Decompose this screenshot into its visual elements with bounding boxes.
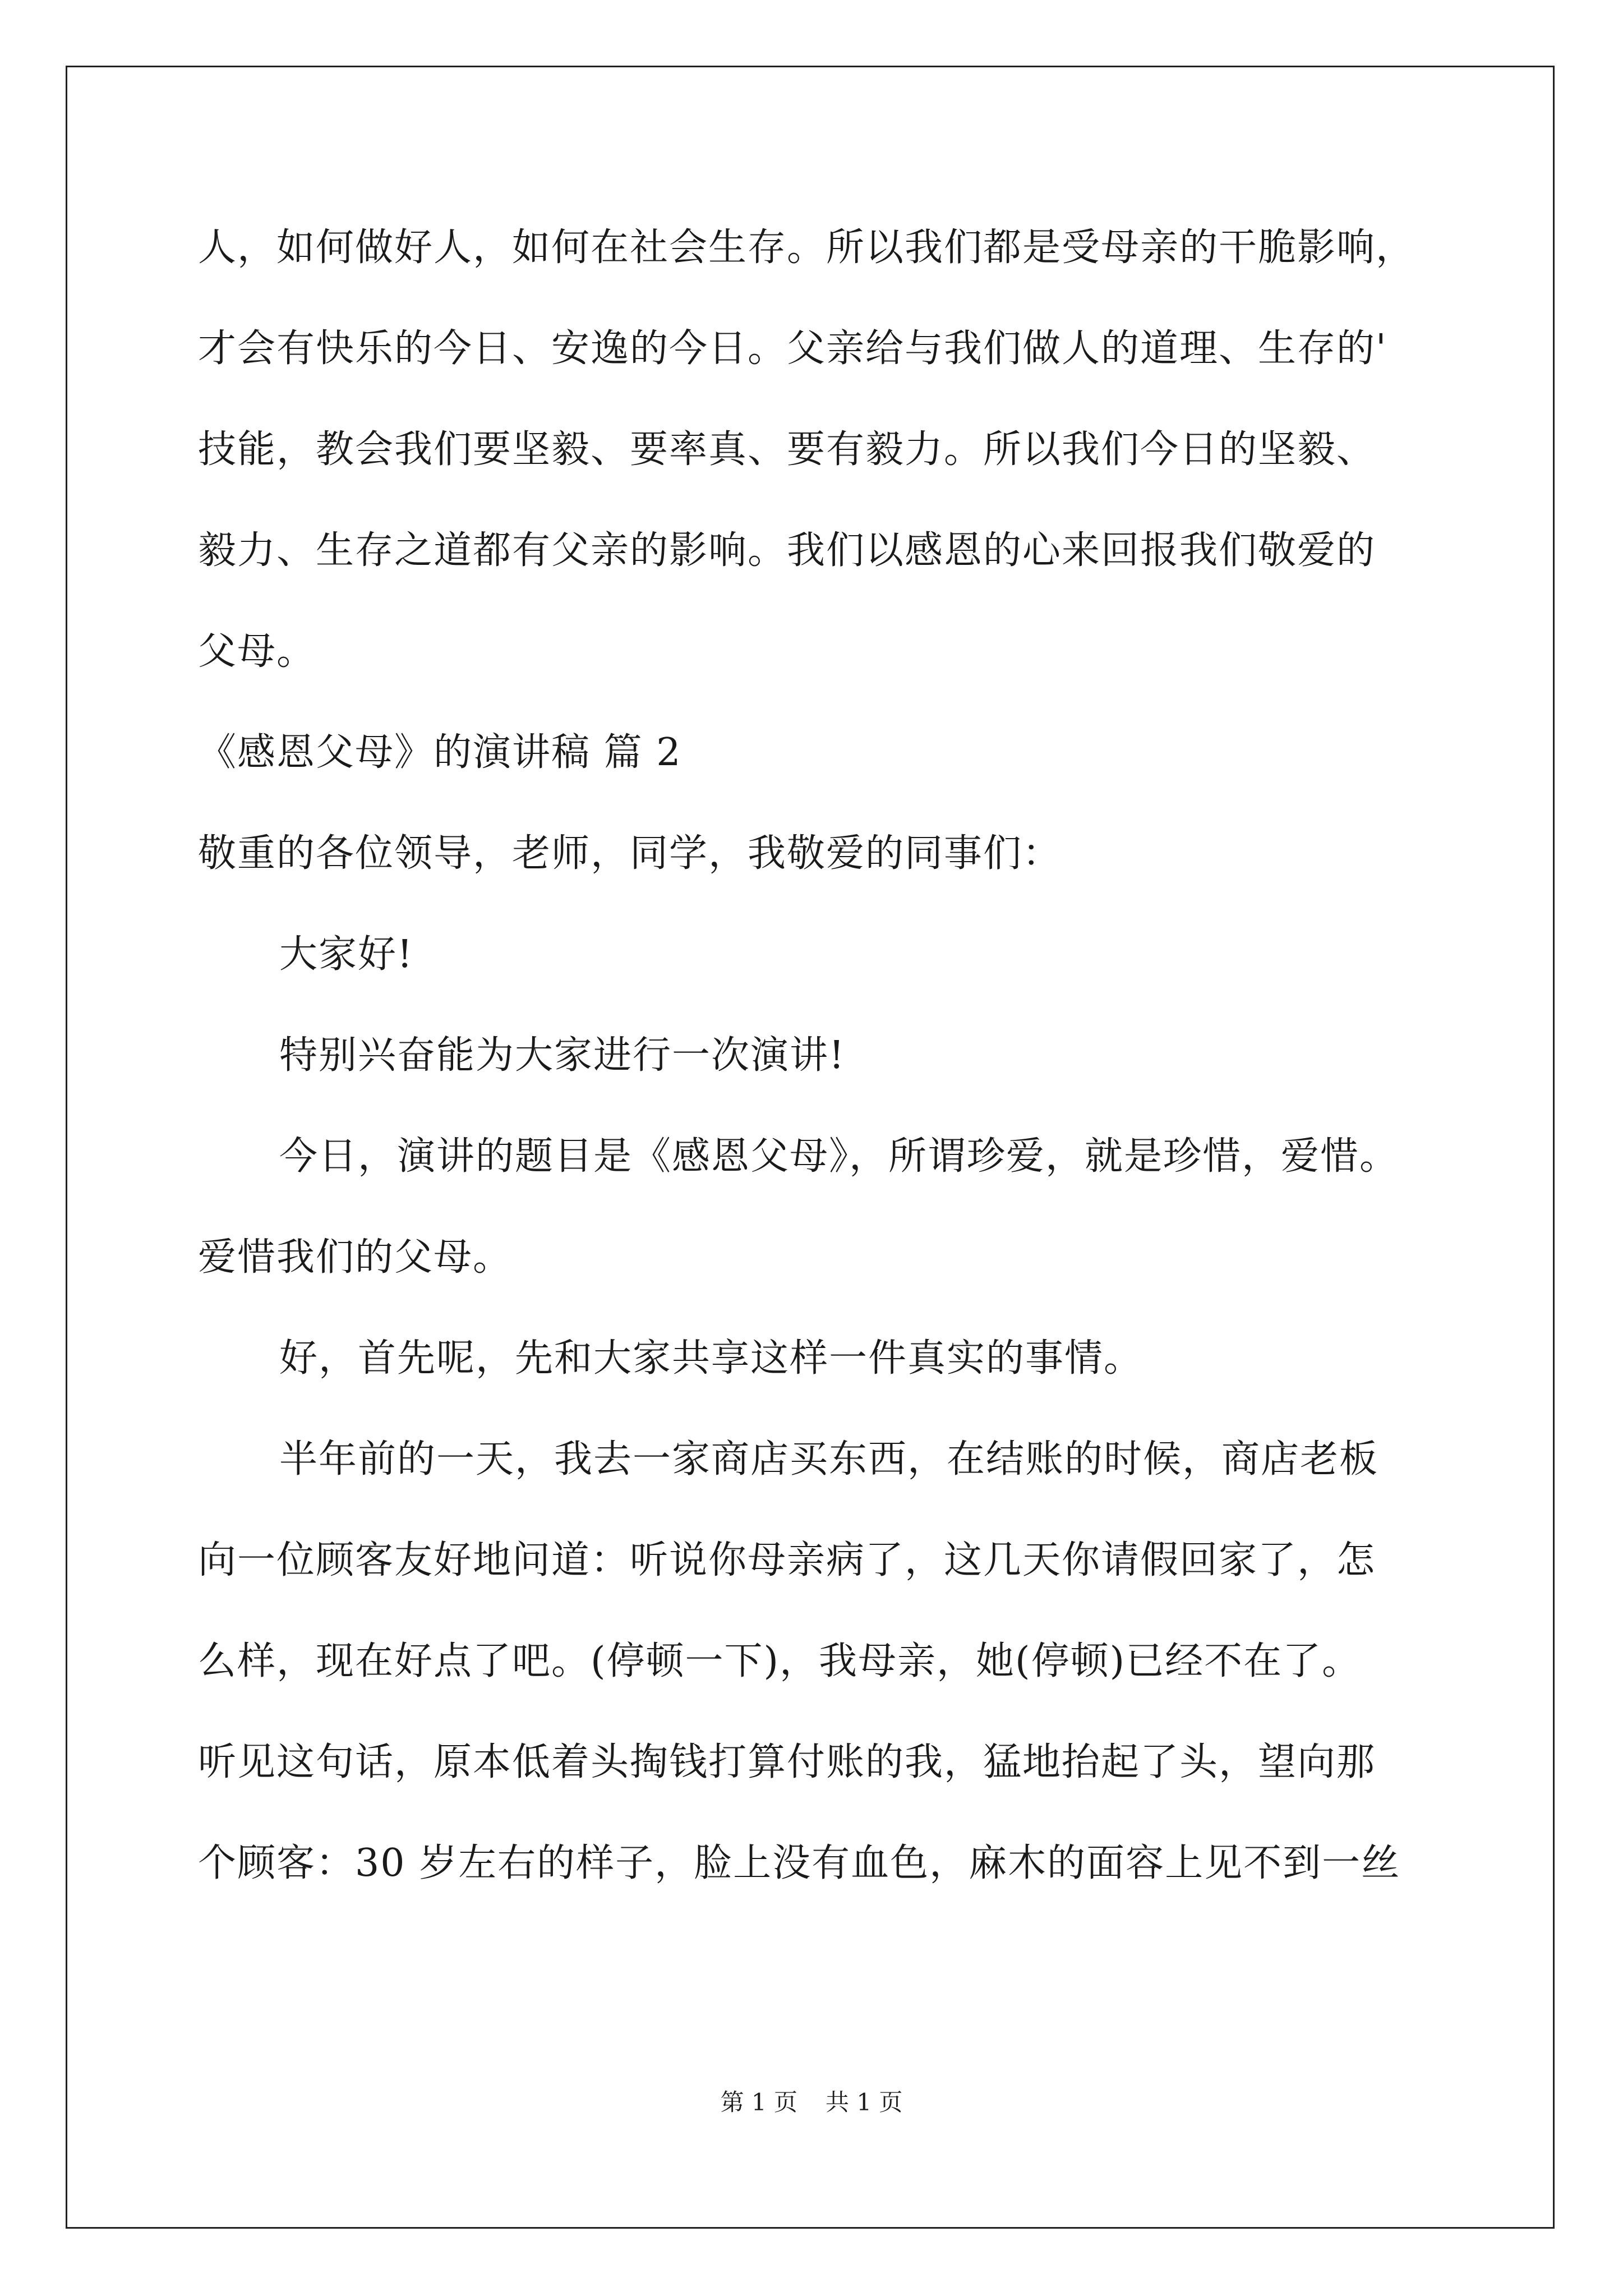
body-line-2: 才会有快乐的今日、安逸的今日。父亲给与我们做人的道理、生存的' <box>198 326 1387 371</box>
body-line-12: 好，首先呢，先和大家共享这样一件真实的事情。 <box>279 1336 1144 1381</box>
body-line-4: 毅力、生存之道都有父亲的影响。我们以感恩的心来回报我们敬爱的 <box>198 528 1376 573</box>
page-footer <box>0 2087 1623 2118</box>
body-line-15: 么样，现在好点了吧。(停顿一下)，我母亲，她(停顿)已经不在了。 <box>198 1639 1362 1683</box>
salutation: 敬重的各位领导，老师，同学，我敬爱的同事们： <box>198 831 1062 876</box>
body-line-1: 人，如何做好人，如何在社会生存。所以我们都是受母亲的干脆影响， <box>198 226 1415 270</box>
page-total: 共 1 页 <box>826 2088 903 2116</box>
body-line-10: 今日，演讲的题目是《感恩父母》，所谓珍爱，就是珍惜，爱惜。 <box>279 1134 1399 1179</box>
body-line-9: 特别兴奋能为大家进行一次演讲! <box>279 1033 846 1078</box>
greeting: 大家好! <box>279 932 414 977</box>
page-number: 第 1 页 <box>720 2088 797 2116</box>
body-line-13: 半年前的一天，我去一家商店买东西，在结账的时候，商店老板 <box>279 1437 1379 1481</box>
section-heading: 《感恩父母》的演讲稿 篇 2 <box>198 730 682 775</box>
body-line-3: 技能，教会我们要坚毅、要率真、要有毅力。所以我们今日的坚毅、 <box>198 427 1376 472</box>
body-line-5: 父母。 <box>198 629 316 674</box>
body-line-16: 听见这句话，原本低着头掏钱打算付账的我，猛地抬起了头，望向那 <box>198 1740 1376 1784</box>
body-line-11: 爱惜我们的父母。 <box>198 1235 513 1280</box>
body-line-14: 向一位顾客友好地问道：听说你母亲病了，这几天你请假回家了，怎 <box>198 1538 1376 1582</box>
body-line-17: 个顾客：30 岁左右的样子，脸上没有血色，麻木的面容上见不到一丝 <box>198 1841 1401 1885</box>
